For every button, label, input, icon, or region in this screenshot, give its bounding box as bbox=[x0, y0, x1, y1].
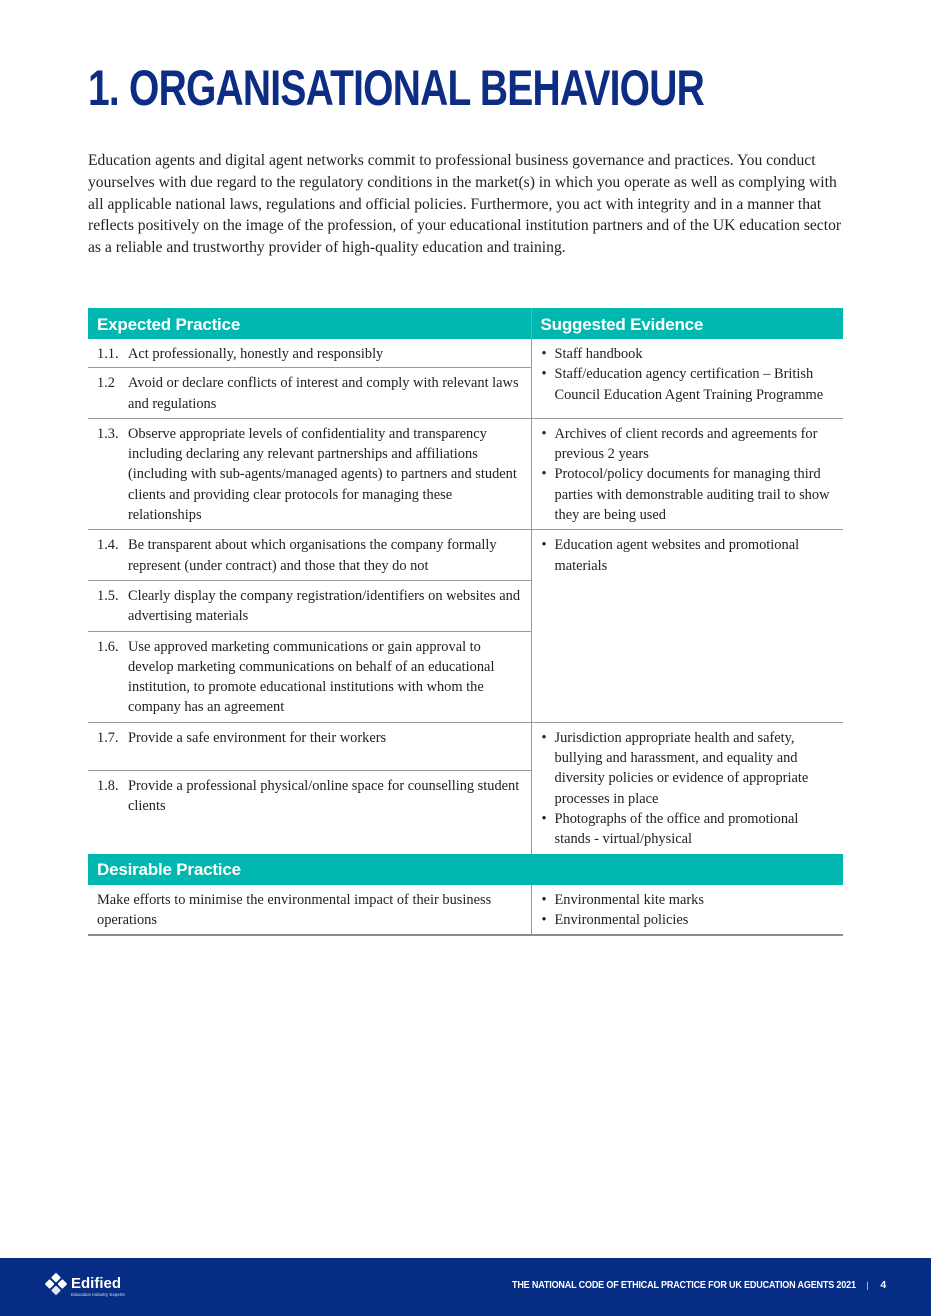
table-row bbox=[88, 418, 843, 529]
table-row bbox=[88, 530, 843, 581]
practice-item bbox=[97, 424, 523, 525]
evidence-list bbox=[541, 535, 836, 576]
bullet-icon: • bbox=[541, 346, 547, 362]
evidence-list bbox=[541, 344, 836, 405]
practice-cell bbox=[88, 580, 531, 631]
evidence-cell bbox=[531, 418, 843, 529]
evidence-cell bbox=[531, 885, 843, 936]
item-text: Observe appropriate levels of confidentiality and transparency including declaring any relevant partnerships and affiliations (including with sub-agents/managed agents) to partners and student clients and providing clear protocols for managing these relationships bbox=[128, 425, 517, 524]
page-number: 4 bbox=[880, 1279, 886, 1291]
item-text: Act professionally, honestly and responsibly bbox=[128, 346, 384, 362]
evidence-list bbox=[541, 890, 836, 931]
bullet-icon: • bbox=[541, 891, 547, 908]
desirable-practice-header: Desirable Practice bbox=[88, 854, 843, 885]
suggested-evidence-header: Suggested Evidence bbox=[531, 308, 843, 339]
bullet-icon: • bbox=[541, 537, 547, 554]
evidence-item: • Photographs of the office and promotional stands - virtual/physical bbox=[541, 809, 836, 850]
evidence-item: • Environmental policies bbox=[541, 910, 836, 930]
bullet-icon: • bbox=[541, 729, 547, 746]
item-text: Avoid or declare conflicts of interest and comply with relevant laws and regulations bbox=[128, 375, 519, 412]
evidence-item: • Education agent websites and promotional materials bbox=[541, 535, 836, 576]
desirable-header-row bbox=[88, 854, 843, 885]
edified-logo-icon bbox=[44, 1272, 68, 1296]
item-number: 1.1. bbox=[97, 346, 119, 362]
intro-paragraph: Education agents and digital agent networks commit to professional business governance and practices. You conduct yourselves with due regard to the regulatory conditions in the market(s) in which you operate as well as complying with all applicable national laws, regulations and official policies. Furthermore, you act with integrity and in a manner that reflects positively on the image of the profession, of your educational institution partners and of the UK education sector as a reliable and trustworthy provider of high-quality education and training. bbox=[88, 152, 842, 257]
practice-cell bbox=[88, 631, 531, 722]
bullet-icon: • bbox=[541, 466, 547, 483]
evidence-item: • Protocol/policy documents for managing third parties with demonstrable auditing trail to show they are being used bbox=[541, 464, 836, 525]
document-title: THE NATIONAL CODE OF ETHICAL PRACTICE FOR UK EDUCATION AGENTS 2021 bbox=[512, 1279, 857, 1291]
practice-cell bbox=[88, 368, 531, 419]
practice-cell bbox=[88, 530, 531, 581]
table-row bbox=[88, 722, 843, 770]
item-number: 1.4. bbox=[97, 537, 119, 554]
evidence-cell bbox=[531, 530, 843, 722]
practice-item bbox=[97, 728, 523, 748]
practice-item bbox=[97, 776, 523, 817]
expected-practice-header: Expected Practice bbox=[88, 308, 531, 339]
practice-item bbox=[97, 637, 523, 718]
practice-cell bbox=[88, 722, 531, 770]
practice-item bbox=[97, 344, 523, 364]
evidence-item: • Jurisdiction appropriate health and safety, bullying and harassment, and equality and diversity policies or evidence of appropriate processes in place bbox=[541, 728, 836, 809]
evidence-cell bbox=[531, 339, 843, 418]
item-text: Use approved marketing communications or gain approval to develop marketing communications on behalf of an educational institution, to promote educational institutions with whom the company has an agreement bbox=[128, 638, 495, 716]
practice-item bbox=[97, 586, 523, 627]
item-text: Provide a safe environment for their workers bbox=[128, 729, 387, 746]
evidence-item: • Staff handbook bbox=[541, 344, 836, 364]
item-text: Be transparent about which organisations the company formally represent (under contract) and those that they do not bbox=[128, 537, 497, 574]
table-row bbox=[88, 339, 843, 368]
item-number: 1.6. bbox=[97, 638, 119, 655]
logo-tagline: Education Industry Experts bbox=[71, 1292, 125, 1297]
evidence-item: • Staff/education agency certification – British Council Education Agent Training Programme bbox=[541, 364, 836, 405]
page-title: 1. ORGANISATIONAL BEHAVIOUR bbox=[88, 60, 704, 116]
practice-cell: Make efforts to minimise the environmental impact of their business operations bbox=[88, 885, 531, 936]
practice-cell bbox=[88, 771, 531, 854]
footer-separator: | bbox=[866, 1280, 869, 1290]
evidence-list bbox=[541, 424, 836, 525]
item-text: Clearly display the company registration/identifiers on websites and advertising materials bbox=[128, 587, 521, 625]
table-header-row bbox=[88, 308, 843, 339]
practice-item bbox=[97, 373, 523, 414]
practice-cell bbox=[88, 339, 531, 368]
practice-cell bbox=[88, 418, 531, 529]
bullet-icon: • bbox=[541, 911, 547, 928]
item-number: 1.2 bbox=[97, 375, 115, 392]
evidence-item: • Environmental kite marks bbox=[541, 890, 836, 910]
evidence-cell bbox=[531, 722, 843, 853]
evidence-item: • Archives of client records and agreements for previous 2 years bbox=[541, 424, 836, 465]
evidence-list bbox=[541, 728, 836, 850]
bullet-icon: • bbox=[541, 425, 547, 442]
footer-info bbox=[456, 1279, 886, 1291]
table-row bbox=[88, 885, 843, 936]
item-number: 1.5. bbox=[97, 587, 119, 604]
item-text: Provide a professional physical/online space for counselling student clients bbox=[128, 778, 520, 815]
item-number: 1.7. bbox=[97, 729, 119, 746]
bullet-icon: • bbox=[541, 810, 547, 827]
bullet-icon: • bbox=[541, 366, 547, 383]
practice-table bbox=[88, 308, 843, 936]
item-number: 1.3. bbox=[97, 425, 119, 442]
practice-item bbox=[97, 535, 523, 576]
logo-name: Edified bbox=[71, 1275, 122, 1292]
page-footer bbox=[0, 1258, 931, 1316]
item-number: 1.8. bbox=[97, 778, 119, 795]
